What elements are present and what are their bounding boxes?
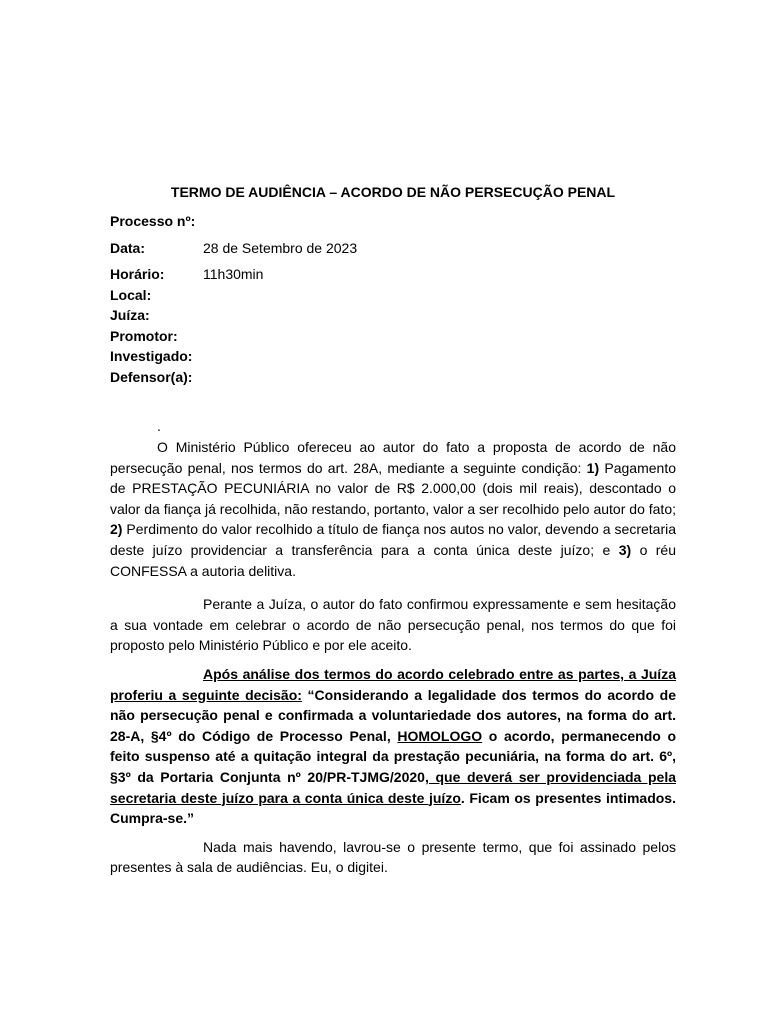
field-defensor — [110, 367, 676, 388]
document-title: TERMO DE AUDIÊNCIA – ACORDO DE NÃO PERSECUÇÃO PENAL — [170, 184, 616, 200]
paragraph-proposta-text-a: O Ministério Público ofereceu ao autor do fato a proposta de acordo de não persecução penal, nos termos do art. 28A, mediante a seguinte condição: — [110, 439, 676, 476]
field-data — [110, 238, 676, 259]
field-juiza-label: Juíza: — [110, 307, 150, 323]
field-data-label: Data: — [110, 239, 146, 256]
field-juiza — [110, 305, 676, 326]
paragraph-decisao — [110, 664, 676, 829]
field-promotor-label: Promotor: — [110, 327, 178, 344]
paragraph-confirmacao: Perante a Juíza, o autor do fato confirmou expressamente e sem hesitação a sua vontade em celebrar o acordo de não persecução penal, nos termos do que foi proposto pelo Ministério Público e por ele aceito. — [110, 596, 676, 654]
field-investigado-label: Investigado: — [110, 348, 193, 364]
field-horario-value: 11h30min — [203, 266, 264, 282]
homologo-underlined: HOMOLOGO — [397, 727, 483, 744]
field-horario — [110, 264, 676, 285]
paragraph-proposta-text-b: Pagamento de PRESTAÇÃO PECUNIÁRIA no valor de R$ 2.000,00 (dois mil reais), descontado o valor da fiança já recolhida, não restando, portanto, valor a ser recolhido pelo autor do fato; — [110, 459, 676, 517]
condition-number-2: 2) — [110, 521, 123, 538]
condition-number-1: 1) — [586, 459, 600, 476]
field-defensor-label: Defensor(a): — [110, 368, 193, 385]
field-horario-label: Horário: — [110, 266, 165, 282]
field-investigado — [110, 346, 676, 367]
paragraph-encerramento: Nada mais havendo, lavrou-se o presente termo, que foi assinado pelos presentes à sala de audiências. Eu, o digitei. — [110, 838, 676, 876]
condition-number-3: 3) — [618, 541, 632, 558]
field-processo-label: Processo nº: — [110, 213, 196, 229]
document-page — [110, 183, 676, 878]
stray-dot: . — [157, 418, 161, 434]
decisao-intro-underlined: Após análise dos termos do acordo celebrado entre as partes, a Juíza proferiu a seguinte decisão: — [110, 665, 676, 703]
paragraph-proposta-text-d: o réu CONFESSA a autoria delitiva. — [110, 541, 676, 579]
field-data-value: 28 de Setembro de 2023 — [203, 239, 358, 256]
field-promotor — [110, 326, 676, 347]
field-processo — [110, 211, 676, 232]
decisao-providenciada-underlined: , que deverá ser providenciada pela secretaria deste juízo para a conta única deste juízo — [110, 768, 676, 806]
decisao-text-a: “Considerando a legalidade dos termos do acordo de não persecução penal e confirmada a voluntariedade dos autores, na forma do art. 28-A, §4º do Código de Processo Penal, — [110, 686, 676, 744]
paragraph-proposta — [110, 437, 676, 581]
decisao-text-c: . Ficam os presentes intimados. Cumpra-se.” — [110, 789, 676, 827]
decisao-text-b: o acordo, permanecendo o feito suspenso até a quitação integral da prestação pecuniária, na forma do art. 6º, §3º da Portaria Conjunta nº 20/PR-TJMG/2020 — [110, 727, 676, 785]
field-local-label: Local: — [110, 286, 152, 303]
field-local — [110, 285, 676, 306]
paragraph-proposta-text-c: Perdimento do valor recolhido a título de fiança nos autos no valor, devendo a secretaria deste juízo providenciar a transferência para a conta única deste juízo; e — [110, 521, 676, 558]
